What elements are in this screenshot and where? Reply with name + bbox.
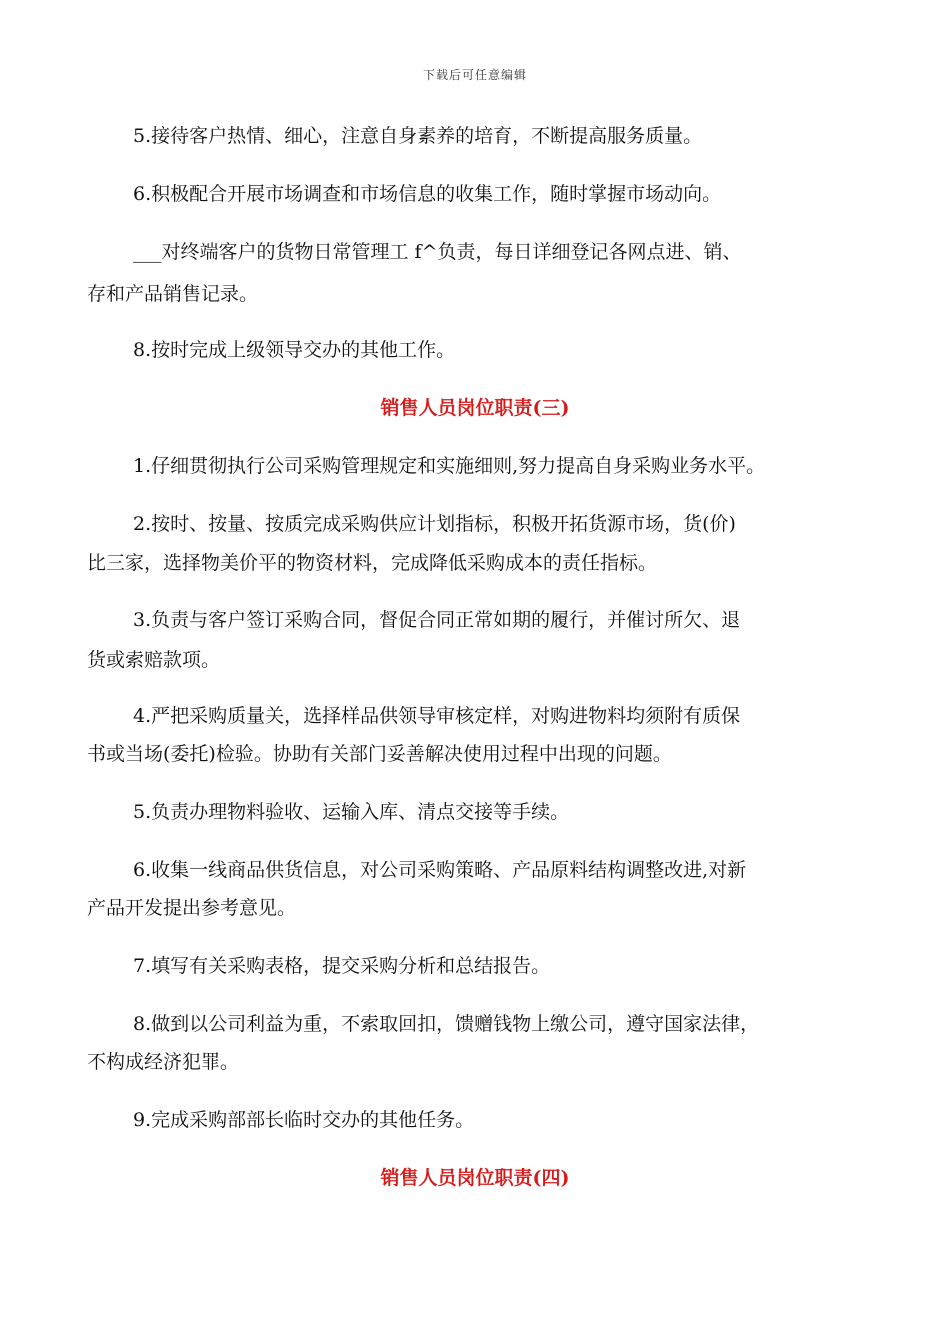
- paragraph-line: 不构成经济犯罪。: [87, 1051, 240, 1073]
- paragraph-line: 1.仔细贯彻执行公司采购管理规定和实施细则,努力提高自身采购业务水平。: [133, 455, 766, 477]
- section-heading: 销售人员岗位职责(四): [380, 1167, 570, 1189]
- paragraph-line: 9.完成采购部部长临时交办的其他任务。: [133, 1109, 475, 1131]
- paragraph-line: 2.按时、按量、按质完成采购供应计划指标，积极开拓货源市场，货(价): [133, 513, 736, 535]
- paragraph-line: 3.负责与客户签订采购合同，督促合同正常如期的履行，并催讨所欠、退: [133, 609, 741, 631]
- page-header: 下载后可任意编辑: [422, 68, 527, 82]
- paragraph-line: 6.积极配合开展市场调查和市场信息的收集工作，随时掌握市场动向。: [133, 183, 722, 205]
- section-heading: 销售人员岗位职责(三): [380, 397, 570, 419]
- paragraph-line: ___对终端客户的货物日常管理工 f^负责，每日详细登记各网点进、销、: [133, 241, 742, 263]
- paragraph-line: 5.接待客户热情、细心，注意自身素养的培育，不断提高服务质量。: [133, 125, 703, 147]
- paragraph-line: 8.按时完成上级领导交办的其他工作。: [133, 339, 456, 361]
- paragraph-line: 货或索赔款项。: [87, 649, 221, 671]
- paragraph-line: 产品开发提出参考意见。: [87, 897, 297, 919]
- paragraph-line: 4.严把采购质量关，选择样品供领导审核定样，对购进物料均须附有质保: [133, 705, 741, 727]
- paragraph-line: 7.填写有关采购表格，提交采购分析和总结报告。: [133, 955, 551, 977]
- paragraph-line: 书或当场(委托)检验。协助有关部门妥善解决使用过程中出现的问题。: [87, 743, 672, 765]
- paragraph-line: 8.做到以公司利益为重，不索取回扣，馈赠钱物上缴公司，遵守国家法律，: [133, 1013, 760, 1035]
- paragraph-line: 6.收集一线商品供货信息，对公司采购策略、产品原料结构调整改进,对新: [133, 859, 747, 881]
- paragraph-line: 比三家，选择物美价平的物资材料，完成降低采购成本的责任指标。: [87, 552, 658, 574]
- paragraph-line: 5.负责办理物料验收、运输入库、清点交接等手续。: [133, 801, 570, 823]
- paragraph-line: 存和产品销售记录。: [87, 283, 259, 305]
